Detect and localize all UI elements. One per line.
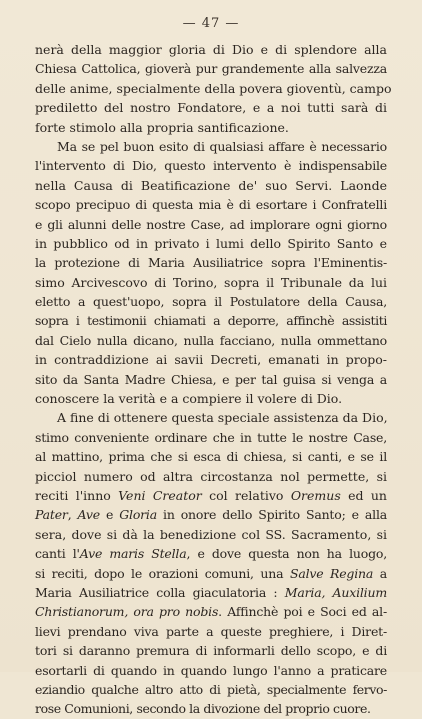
text-line: tori si daranno premura di informarli dello scopo, e di [35,643,387,659]
text-line: esortarli di quando in quando lungo l'anno a praticare [35,662,387,678]
italic-title: Veni Creator [118,487,202,503]
text-line: stimo conveniente ordinare che in tutte le nostre Case, [35,429,387,445]
text-line: scopo precipuo di questa mia è di esortare i Confratelli [35,197,387,213]
text-line [35,583,387,602]
text-line: dal Cielo nulla dicano, nulla facciano, nulla ommettano [35,332,387,348]
text-line: nella Causa di Beatificazione de' suo Servi. Laonde [35,177,387,193]
text-line [35,602,387,621]
text-line: sopra i testimonii chiamati a deporre, affinchè assistiti [35,313,387,329]
text-line: l'intervento di Dio, questo intervento è indispensabile [35,158,387,174]
text-run: , e dove questa non ha luogo, [186,546,387,562]
text-line: in contraddizione ai savii Decreti, emanati in propo- [35,352,387,368]
text-line: delle anime, specialmente della povera gioventù, campo [35,80,392,96]
text-line: al mattino, prima che si esca di chiesa, si canti, e se il [35,449,387,465]
text-line: picciol numero od altra circostanza nol permette, si [35,468,387,484]
text-line: nerà della maggior gloria di Dio e di splendore alla [35,42,387,57]
italic-title: Ave maris Stella [79,546,187,562]
text-line [35,505,387,524]
text-line [35,544,387,563]
text-run: reciti l'inno [35,487,119,503]
text-run: Maria Ausiliatrice colla giaculatoria : [35,584,285,600]
text-line [35,564,387,583]
text-line: Chiesa Cattolica, gioverà pur grandemente alla salvezza [35,61,387,77]
text-run: in onore dello Spirito Santo; e alla [156,507,387,523]
italic-title: Ave [77,507,100,523]
italic-title: Pater [35,507,68,523]
text-line: forte stimolo alla propria santificazione. [35,119,289,135]
italic-title: Gloria [119,507,157,523]
text-line: simo Arcivescovo di Torino, sopra il Tribunale da lui [35,274,387,290]
text-line [35,486,387,505]
text-line: eziandio qualche altro atto di pietà, specialmente fervo- [35,681,387,697]
page-number: — 47 — [182,16,240,31]
text-line: sera, dove si dà la benedizione col SS. Sacramento, si [35,526,387,542]
text-line: rose Comunioni, secondo la divozione del proprio cuore. [35,701,371,717]
body-text [35,40,392,719]
text-run: . Affinchè poi e Soci ed al- [218,604,388,620]
paragraph-first-line: Ma se pel buon esito di qualsiasi affare è necessario [57,138,387,154]
text-run: a [373,565,387,581]
text-line: e gli alunni delle nostre Case, ad implorare ogni giorno [35,216,387,232]
italic-title: Christianorum, ora pro nobis [35,604,219,620]
text-line: prediletto del nostro Fondatore, e a noi tutti sarà di [35,100,387,116]
text-line: conoscere la verità e a compiere il volere di Dio. [35,391,343,407]
italic-title: Salve Regina [289,565,374,581]
paragraph-first-line: A fine di ottenere questa speciale assistenza da Dio, [57,410,388,426]
text-line: in pubblico od in privato i lumi dello Spirito Santo e [35,235,387,251]
text-line: lievi prendano viva parte a queste preghiere, i Diret- [35,623,387,639]
text-run: , [67,507,78,523]
text-run: e [99,507,120,523]
text-line: eletto a quest'uopo, sopra il Postulatore della Causa, [35,294,387,310]
text-run: col relativo [201,487,291,503]
text-run: canti l' [35,546,80,562]
italic-title: Maria, Auxilium [284,584,387,600]
text-run: si reciti, dopo le orazioni comuni, una [35,565,290,581]
italic-title: Oremus [290,487,341,503]
text-run: ed un [340,487,387,503]
text-line: sito da Santa Madre Chiesa, e per tal guisa si venga a [35,371,387,387]
text-line: la protezione di Maria Ausiliatrice sopra l'Eminentis- [35,255,387,271]
